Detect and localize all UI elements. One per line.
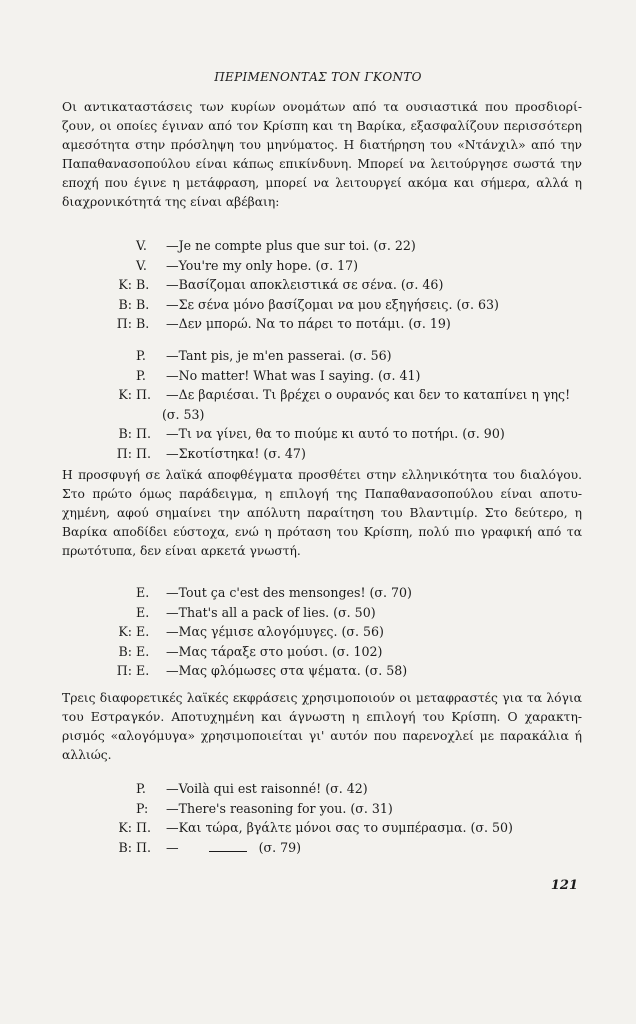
example-line xyxy=(95,346,585,366)
speaker-label: V. xyxy=(136,257,147,273)
dialogue-text: —Βασίζομαι αποκλειστικά σε σένα. (σ. 46) xyxy=(166,277,444,292)
text-line: διαχρονικότητά της είναι αβέβαιη: xyxy=(62,195,280,209)
speaker-label: Ε. xyxy=(136,663,150,678)
speaker-label: P: xyxy=(136,800,149,816)
translator-label xyxy=(95,603,132,623)
translator-label xyxy=(95,256,132,276)
translator-label xyxy=(95,236,132,256)
speaker-label: E. xyxy=(136,585,150,600)
example-block-4 xyxy=(95,779,585,857)
dialogue-text: —Και τώρα, βγάλτε μόνοι σας το συμπέρασμα. (σ. 50) xyxy=(166,820,513,835)
example-block-1 xyxy=(95,236,585,334)
speaker-label: Β. xyxy=(136,277,150,292)
text-line: ζουν, οι οποίες έγιναν από τον Κρίσπη και τη Βαρίκα, εξασφαλίζουν περισσότερη xyxy=(62,119,582,133)
text-line: ρισμός «αλογόμυγα» χρησιμοποιείται γι' αυτόν που παρενοχλεί με παρακάλια ή xyxy=(62,729,582,743)
dialogue-text: —No matter! What was I saying. (σ. 41) xyxy=(166,367,421,383)
text-line: Βαρίκα αποδίδει εύστοχα, ενώ η πρόταση του Κρίσπη, πολύ πιο γραφική από τα xyxy=(62,525,582,539)
dialogue-text: — (σ. 79) xyxy=(166,839,302,855)
page-number: 121 xyxy=(550,878,578,893)
example-line xyxy=(95,424,585,444)
translator-label xyxy=(95,366,132,386)
example-line xyxy=(95,366,585,386)
example-line xyxy=(95,642,585,662)
text-line: χημένη, αφού σημαίνει την απόλυτη παραίτηση του Βλαντιμίρ. Στο δεύτερο, η xyxy=(62,506,582,520)
example-line xyxy=(95,295,585,315)
text-line: εποχή που έγινε η μετάφραση, μπορεί να λειτουργεί ακόμα και σήμερα, αλλά η xyxy=(62,176,582,190)
text-line: Στο πρώτο όμως παράδειγμα, η επιλογή της Παπαθανασοπούλου είναι αποτυ- xyxy=(62,487,582,501)
example-line xyxy=(95,256,585,276)
example-block-2 xyxy=(95,346,585,463)
speaker-label: Β. xyxy=(136,316,150,331)
example-line xyxy=(95,405,585,425)
translator-label: Π: xyxy=(116,663,132,678)
example-line xyxy=(95,583,585,603)
example-line xyxy=(95,818,585,838)
example-line xyxy=(95,838,585,858)
translator-label: Κ: xyxy=(118,820,132,835)
example-block-3 xyxy=(95,583,585,681)
dialogue-text: —Δε βαριέσαι. Τι βρέχει ο ουρανός και δεν το καταπίνει η γης! xyxy=(166,387,571,402)
dialogue-text: (σ. 53) xyxy=(162,406,205,422)
translator-label: Κ: xyxy=(118,277,132,292)
translator-label: Β: xyxy=(118,643,132,659)
translator-label: Π: xyxy=(116,445,132,461)
translator-label: Π: xyxy=(116,316,132,331)
example-line xyxy=(95,275,585,295)
text-line: Η προσφυγή σε λαϊκά αποφθέγματα προσθέτει στην ελληνικότητα του διαλόγου. xyxy=(62,468,582,482)
example-line xyxy=(95,622,585,642)
dialogue-text: —Tant pis, je m'en passerai. (σ. 56) xyxy=(166,348,392,363)
text-line: του Εστραγκόν. Αποτυχημένη και άγνωστη η επιλογή του Κρίσπη. Ο χαρακτη- xyxy=(62,710,582,724)
translator-label xyxy=(95,346,132,366)
dialogue-text: —Δεν μπορώ. Να το πάρει το ποτάμι. (σ. 19) xyxy=(166,316,451,331)
translator-label xyxy=(95,583,132,603)
dialogue-text: —Μας τάραξε στο μούσι. (σ. 102) xyxy=(166,643,383,659)
text-line: Οι αντικαταστάσεις των κυρίων ονομάτων από τα ουσιαστικά που προσδιορί- xyxy=(62,100,582,114)
dialogue-text: —Μας φλόμωσες στα ψέματα. (σ. 58) xyxy=(166,663,408,678)
translator-label: Κ: xyxy=(118,387,132,402)
speaker-label: Β. xyxy=(136,296,150,312)
dialogue-text: —Σκοτίστηκα! (σ. 47) xyxy=(166,445,306,461)
translator-label: Β: xyxy=(118,839,132,855)
paragraph-3 xyxy=(62,689,582,765)
speaker-label: Ε. xyxy=(136,624,150,639)
translator-label: Β: xyxy=(118,426,132,441)
text-line: Τρεις διαφορετικές λαϊκές εκφράσεις χρησιμοποιούν οι μεταφραστές για τα λόγια xyxy=(62,691,582,705)
example-line xyxy=(95,799,585,819)
dialogue-text: —You're my only hope. (σ. 17) xyxy=(166,257,359,273)
speaker-label: Π. xyxy=(136,839,151,855)
example-line xyxy=(95,603,585,623)
speaker-label: P. xyxy=(136,348,146,363)
dialogue-text: —Tout ça c'est des mensonges! (σ. 70) xyxy=(166,585,412,600)
dialogue-text: —Voilà qui est raisonné! (σ. 42) xyxy=(166,781,368,796)
speaker-label: Π. xyxy=(136,445,151,461)
translator-label xyxy=(95,779,132,799)
speaker-label: Π. xyxy=(136,820,151,835)
speaker-label: E. xyxy=(136,604,150,620)
example-line xyxy=(95,444,585,464)
dialogue-text: —Je ne compte plus que sur toi. (σ. 22) xyxy=(166,238,416,253)
example-line xyxy=(95,661,585,681)
translator-label: Β: xyxy=(118,296,132,312)
text-line: αμεσότητα στην πρόσληψη του μηνύματος. Η διατήρηση του «Ντάνχιλ» από την xyxy=(62,138,582,152)
paragraph-2 xyxy=(62,466,582,561)
dialogue-text: —There's reasoning for you. (σ. 31) xyxy=(166,800,393,816)
paragraph-1 xyxy=(62,98,582,212)
speaker-label: Ε. xyxy=(136,643,150,659)
running-head: ΠΕΡΙΜΕΝΟΝΤΑΣ ΤΟΝ ΓΚΟΝΤΟ xyxy=(214,70,422,84)
text-line: αλλιώς. xyxy=(62,748,112,762)
example-line xyxy=(95,779,585,799)
speaker-label: Π. xyxy=(136,426,151,441)
translator-label xyxy=(95,799,132,819)
dialogue-text: —Τι να γίνει, θα το πιούμε κι αυτό το ποτήρι. (σ. 90) xyxy=(166,426,505,441)
text-line: Παπαθανασοπούλου είναι κάπως επικίνδυνη. Μπορεί να λειτούργησε σωστά την xyxy=(62,157,582,171)
dialogue-text: —Μας γέμισε αλογόμυγες. (σ. 56) xyxy=(166,624,384,639)
example-line xyxy=(95,236,585,256)
speaker-label: P. xyxy=(136,367,146,383)
translator-label: Κ: xyxy=(118,624,132,639)
text-line: πρωτότυπα, δεν είναι αρκετά γνωστή. xyxy=(62,544,301,558)
example-line xyxy=(95,385,585,405)
speaker-label: V. xyxy=(136,238,147,253)
speaker-label: P. xyxy=(136,781,146,796)
blank-line xyxy=(209,841,247,852)
speaker-label: Π. xyxy=(136,387,151,402)
dialogue-text: —That's all a pack of lies. (σ. 50) xyxy=(166,604,376,620)
dialogue-text: —Σε σένα μόνο βασίζομαι να μου εξηγήσεις. (σ. 63) xyxy=(166,296,499,312)
page-reference: (σ. 79) xyxy=(258,839,302,855)
example-line xyxy=(95,314,585,334)
